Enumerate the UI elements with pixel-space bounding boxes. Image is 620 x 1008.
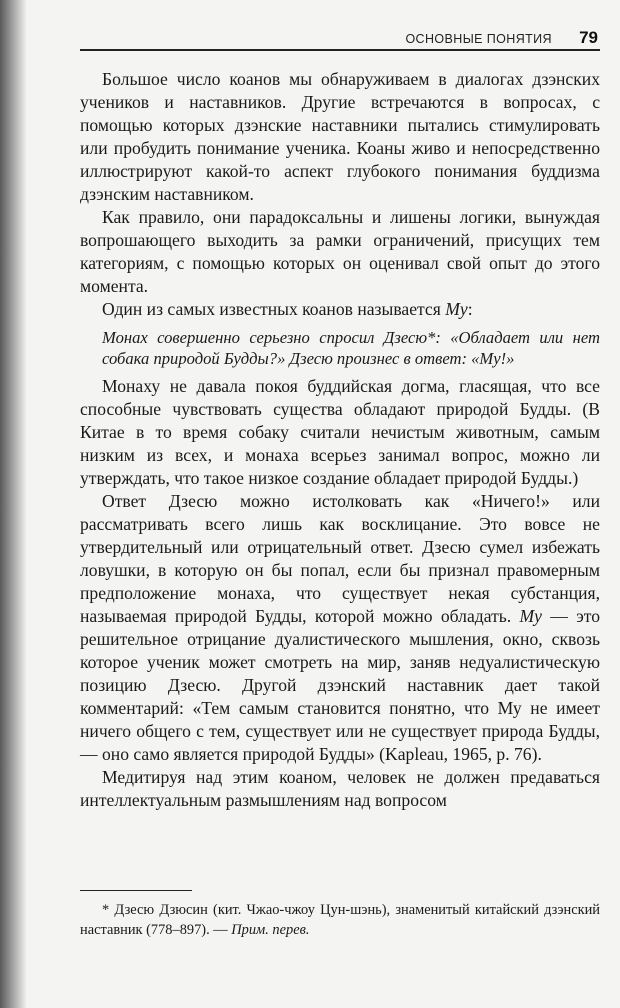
footnote-body: * Дзесю Дзюсин (кит. Чжао-чжоу Цун-шэнь), знаменитый китайский дзэнский наставник (778–897). — <box>80 902 600 938</box>
koan-name: Му <box>445 299 468 319</box>
main-text <box>80 68 600 812</box>
footnote-translator-note: Прим. перев. <box>231 922 310 938</box>
running-header <box>80 28 600 52</box>
paragraph-5-part-b: — это решительное отрицание дуалистического мышления, окно, сквозь которое ученик может смотреть на мир, заняв недуалистическую позицию Дзесю. Другой дзэнский наставник дает такой комментарий: «Тем самым становится понятно, что Му не имеет ничего общего с тем, существует или не существует природа Будды, — оно само является природой Будды» (Kapleau, 1965, p. 76). <box>80 606 600 764</box>
book-spine-shadow <box>0 0 26 1008</box>
footnote-text <box>80 900 600 940</box>
paragraph-1: Большое число коанов мы обнаруживаем в диалогах дзэнских учеников и наставников. Другие встречаются в вопросах, с помощью которых дзэнские наставники пытались стимулировать или пробудить понимание ученика. Коаны живо и непосредственно иллюстрируют какой-то аспект глубокого понимания буддизма дзэнским наставником. <box>80 69 600 204</box>
paragraph-3-text: Один из самых известных коанов называется <box>102 299 446 319</box>
section-title: ОСНОВНЫЕ ПОНЯТИЯ <box>405 32 552 46</box>
page-number: 79 <box>579 28 598 47</box>
paragraph-6: Медитируя над этим коаном, человек не должен предаваться интеллектуальным размышлениям над вопросом <box>80 767 600 810</box>
paragraph-2: Как правило, они парадоксальны и лишены логики, вынуждая вопрошающего выходить за рамки ограничений, присущих тем категориям, с помощью которых он оценивал свой опыт до этого момента. <box>80 207 600 296</box>
koan-quote: Монах совершенно серьезно спросил Дзесю*: «Обладает или нет собака природой Будды?» Дзесю произнес в ответ: «Му!» <box>102 328 600 368</box>
paragraph-5-emphasis: Му <box>519 606 542 626</box>
paragraph-5-part-a: Ответ Дзесю можно истолковать как «Ничего!» или рассматривать всего лишь как восклицание. Это вовсе не утвердительный или отрицательный ответ. Дзесю сумел избежать ловушки, в которую он бы попал, если бы признал правомерным предположение монаха, что существует некая субстанция, называемая природой Будды, которой можно обладать. <box>80 491 600 626</box>
paragraph-4: Монаху не давала покоя буддийская догма, гласящая, что все способные чувствовать существа обладают природой Будды. (В Китае в то время собаку считали нечистым животным, самым низким из всех, и монаха всерьез занимал вопрос, можно ли утверждать, что такое низкое создание обладает природой Будды.) <box>80 376 600 488</box>
paragraph-3-end: : <box>467 299 473 319</box>
header-rule <box>80 49 600 51</box>
footnote <box>80 900 600 940</box>
footnote-rule <box>80 890 192 891</box>
paragraph-3 <box>80 298 600 321</box>
paragraph-5 <box>80 490 600 766</box>
